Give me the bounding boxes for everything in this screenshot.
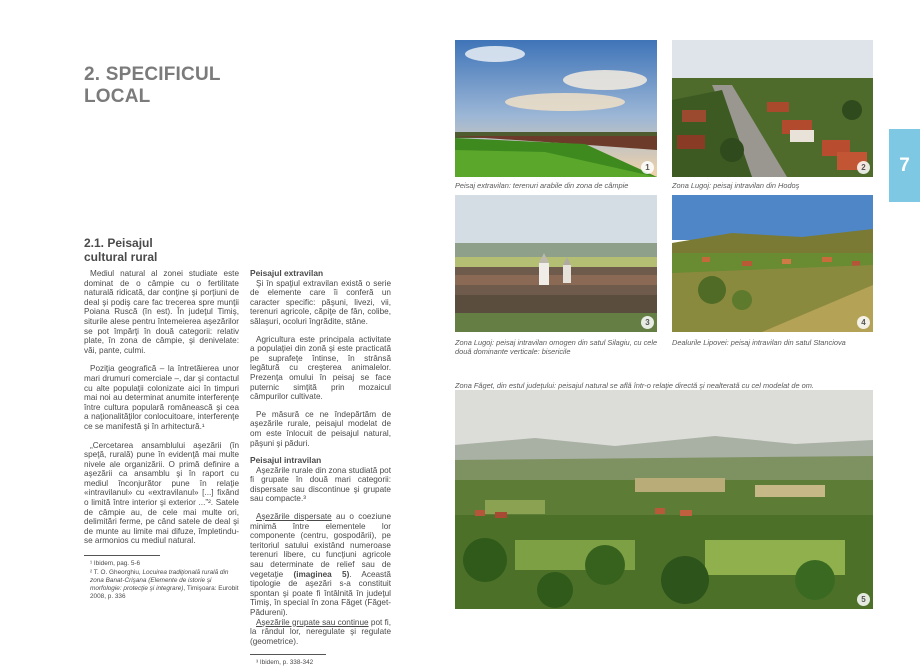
- photo-4-image: [672, 195, 873, 332]
- col1-paragraph-2: Poziţia geografică – la întretăierea unor mari drumuri comerciale –, dar şi contactul cu alte populaţii colonizate aici în timpuri mai noi au determinat anumite interferenţe între cultura populară românească şi cea a naţionalităţilor conlocuitoare, interferenţe ce se manifestă şi în arhitectură.¹: [84, 364, 239, 431]
- term-dispersed: Aşezările dispersate: [256, 512, 332, 522]
- col2-p6-text: pot fi, la rândul lor, neregulate şi regulate (geometrice).: [250, 617, 391, 646]
- caption-photo-3: Zona Lugoj: peisaj intravilan omogen din satul Silagiu, cu cele două dominante verticale: bisericile: [455, 338, 658, 356]
- caption-photo-2: Zona Lugoj: peisaj intravilan din Hodoş: [672, 181, 800, 190]
- section-subtitle-line2: cultural rural: [84, 250, 158, 264]
- footnote-2-author: ² T. O. Gheorghiu,: [90, 569, 143, 577]
- footnote-3: ³ Ibidem, p. 338-342: [256, 659, 314, 667]
- section-subtitle: [84, 236, 234, 264]
- photo-silagiu-village: [455, 195, 657, 332]
- footnote-2-title: Locuirea tradiţională rurală din zona Banat-Crişana (Elemente de istorie şi morfologie: protecţie şi integrare): [90, 569, 229, 593]
- text-column-1: [84, 269, 239, 602]
- col2-p5-text-a: au o coeziune minimă între elementele lor componente (centru, gospodării), pe teritoriul satului existând numeroase terenuri libere, cu funcţiuni agricole sau determinate de relief sau de vegetaţie: [250, 512, 391, 579]
- photo-faget-landscape: [455, 390, 873, 609]
- image-reference: (imaginea 5): [293, 569, 350, 579]
- caption-photo-4: Dealurile Lipovei: peisaj intravilan din satul Stanciova: [672, 338, 846, 347]
- col2-p5-text-c: . Această tipologie de aşezări s-a constituit spontan şi poate fi întâlnită în judeţul Timiş, în special în zona Făget (Făget-Pădureni).: [250, 569, 391, 617]
- heading-extravilan: Peisajul extravilan: [250, 268, 324, 278]
- col1-paragraph-3: „Cercetarea ansamblului aşezării (în speţă, rurală) pune în evidenţă mai multe nivele ale organizării. O primă definire a aşezării ca ansamblu şi în raport cu mediul înconjurător pune în relaţie «intravilanul» cu «extravilanul» [...] fixând o limită între interior şi exterior ...”². Satele de câmpie au, de cele mai multe ori, delimitări ferme, pe când satele de deal şi de munte au limite mai difuze, împletindu-se armonios cu mediul natural.: [84, 440, 239, 546]
- photo-5-image: [455, 390, 873, 609]
- term-grouped: Aşezările grupate sau continue: [256, 617, 369, 627]
- photo-2-image: [672, 40, 873, 177]
- col2-paragraph-3: Pe măsură ce ne îndepărtăm de aşezările rurale, peisajul modelat de om este înlocuit de peisajul natural, păşuni şi păduri.: [250, 409, 391, 448]
- col1-paragraph-1: Mediul natural al zonei studiate este dominat de o câmpie cu o fertilitate naturală ridicată, dar conţine şi porţiuni de deal şi podiş care fac trecerea spre munţii Poiana Ruscă (în est). În judeţul Timiş, siturile alese pentru întemeierea aşezărilor se pot împărţi în două categorii: relativ plate, în zona de câmpie, şi denivelate: văi, pante, culmi.: [84, 269, 239, 355]
- photo-1-image: [455, 40, 657, 177]
- photo-number-2: 2: [857, 161, 870, 174]
- footnote-2: [90, 569, 239, 601]
- heading-intravilan: Peisajul intravilan: [250, 455, 322, 466]
- page-number-tab: 7: [889, 129, 920, 202]
- photo-number-4: 4: [857, 316, 870, 329]
- photo-arable-fields: [455, 40, 657, 177]
- col2-paragraph-6: [250, 618, 391, 647]
- section-subtitle-line1: 2.1. Peisajul: [84, 236, 153, 250]
- caption-photo-1: Peisaj extravilan: terenuri arabile din zona de câmpie: [455, 181, 629, 190]
- page-title: [84, 64, 284, 108]
- text-column-2: [250, 269, 391, 668]
- photo-stanciova-village: [672, 195, 873, 332]
- footnotes-col1: [84, 560, 239, 601]
- footnote-divider-2: [250, 654, 326, 655]
- caption-photo-5: Zona Făget, din estul judeţului: peisajul natural se află într-o relaţie directă şi nealterată cu cel modelat de om.: [455, 381, 814, 390]
- page-title-line2: LOCAL: [84, 86, 151, 107]
- col2-paragraph-5: [250, 512, 391, 618]
- footnotes-col2: [250, 659, 391, 667]
- photo-number-3: 3: [641, 316, 654, 329]
- photo-number-1: 1: [641, 161, 654, 174]
- photo-number-5: 5: [857, 593, 870, 606]
- footnote-divider: [84, 555, 160, 556]
- footnote-2-publisher: , Timişoara: Eurobit 2008, p. 336: [90, 585, 239, 601]
- photo-hodos-village: [672, 40, 873, 177]
- photo-3-image: [455, 195, 657, 332]
- col2-paragraph-2: Agricultura este principala activitate a populaţiei din zonă şi este practicată pe suprafeţe întinse, în strânsă legătură cu creşterea animalelor. Prezenţa omului în peisaj se face puternic simţită prin mozaicul câmpurilor cultivate.: [250, 334, 391, 402]
- col2-paragraph-1: Şi în spaţiul extravilan există o serie de elemente care îi conferă un caracter specific: păşuni, livezi, vii, terenuri agricole, căpiţe de fân, colibe, sălaşuri, ocoluri îngrădite, stâne.: [250, 278, 391, 326]
- page-title-line1: 2. SPECIFICUL: [84, 64, 221, 85]
- footnote-1: ¹ Ibidem, pag. 5-6: [90, 560, 141, 568]
- col2-paragraph-4: Aşezările rurale din zona studiată pot fi grupate în două mari categorii: dispersate sau discontinue şi grupate sau compacte.³: [250, 465, 391, 504]
